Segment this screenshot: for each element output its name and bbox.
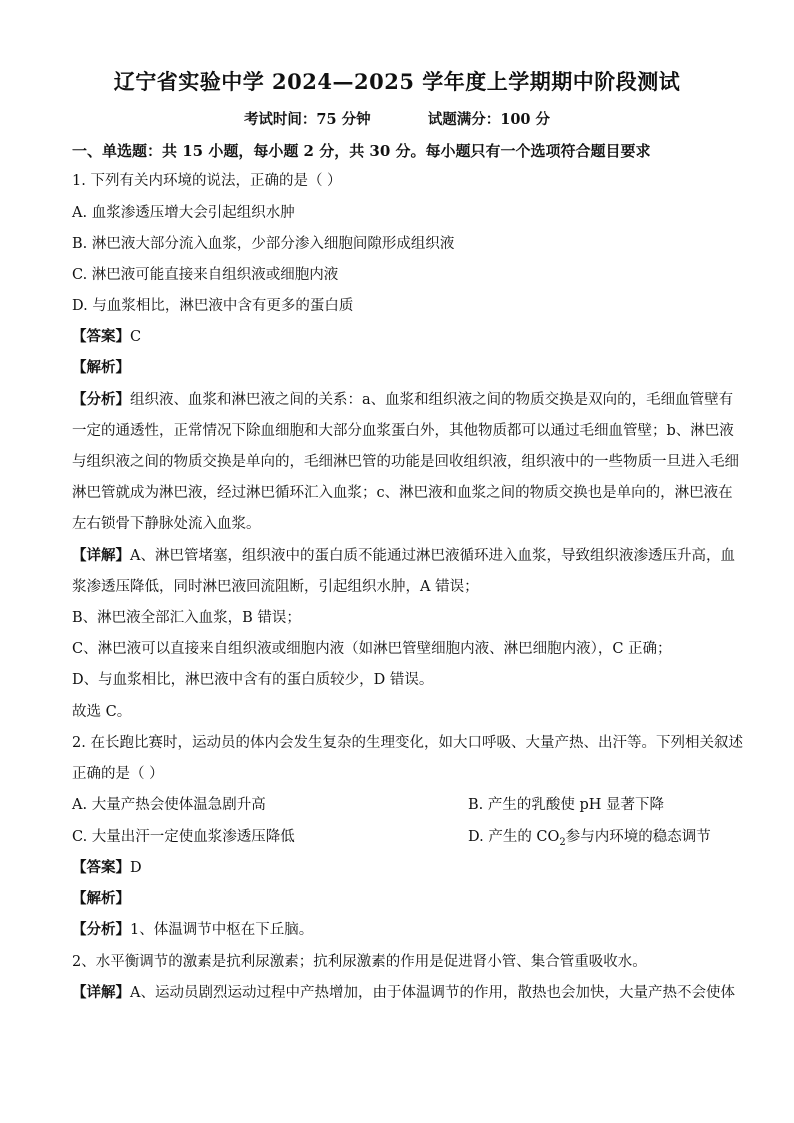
section-heading: 一、单选题：共 15 小题，每小题 2 分，共 30 分。每小题只有一个选项符合题目要求 [72, 142, 651, 160]
q2-option-row [72, 827, 732, 847]
q2-option-d-post: 参与内环境的稳态调节 [565, 829, 711, 845]
q2-detail-line [72, 983, 735, 1003]
analysis-text: 1、体温调节中枢在下丘脑。 [130, 922, 314, 938]
exam-time: 考试时间：75 分钟 [243, 111, 371, 128]
detail-tag: 【详解】 [72, 547, 130, 564]
q1-stem: 1. 下列有关内环境的说法，正确的是（ ） [72, 173, 342, 189]
q1-answer [72, 327, 732, 347]
q1-detail-line: 浆渗透压降低，同时淋巴液回流阻断，引起组织水肿，A 错误； [72, 579, 479, 595]
q1-option-d: D. 与血浆相比，淋巴液中含有更多的蛋白质 [72, 298, 354, 314]
q2-jiexi-tag: 【解析】 [72, 890, 130, 907]
q1-analysis-line: 左右锁骨下静脉处流入血浆。 [72, 516, 261, 532]
q2-option-d [468, 827, 711, 853]
q1-analysis-line: 与组织液之间的物质交换是单向的，毛细淋巴管的功能是回收组织液，组织液中的一些物质一旦进入毛细 [72, 454, 739, 470]
q2-option-d-sub: 2 [559, 836, 566, 848]
q1-analysis-line [72, 390, 732, 410]
q1-analysis-line: 淋巴管就成为淋巴液，经过淋巴循环汇入血浆；c、淋巴液和血浆之间的物质交换也是单向的，淋巴液在 [72, 485, 733, 501]
q1-detail-line [72, 546, 735, 566]
detail-text: A、淋巴管堵塞，组织液中的蛋白质不能通过淋巴液循环进入血浆，导致组织液渗透压升高，血 [130, 548, 735, 564]
q1-jiexi-tag: 【解析】 [72, 359, 130, 376]
q2-stem: 2. 在长跑比赛时，运动员的体内会发生复杂的生理变化，如大口呼吸、大量产热、出汗等。下列相关叙述 [72, 735, 743, 751]
detail-text: A、运动员剧烈运动过程中产热增加，由于体温调节的作用，散热也会加快，大量产热不会使体 [130, 985, 735, 1001]
q2-answer [72, 858, 732, 878]
answer-value: C [130, 329, 142, 345]
answer-value: D [130, 860, 142, 876]
q2-option-c: C. 大量出汗一定使血浆渗透压降低 [72, 829, 295, 845]
q1-detail-line: D、与血浆相比，淋巴液中含有的蛋白质较少，D 错误。 [72, 672, 434, 688]
exam-info [0, 108, 794, 129]
analysis-tag: 【分析】 [72, 391, 130, 408]
page-title: 辽宁省实验中学 2024—2025 学年度上学期期中阶段测试 [113, 69, 681, 94]
answer-tag: 【答案】 [72, 859, 130, 876]
q2-analysis-line: 2、水平衡调节的激素是抗利尿激素；抗利尿激素的作用是促进肾小管、集合管重吸收水。 [72, 954, 647, 970]
q2-analysis-line [72, 920, 732, 940]
q1-detail-line: C、淋巴液可以直接来自组织液或细胞内液（如淋巴管壁细胞内液、淋巴细胞内液），C 正确； [72, 641, 672, 657]
q2-option-a: A. 大量产热会使体温急剧升高 [72, 797, 266, 813]
q1-option-a: A. 血浆渗透压增大会引起组织水肿 [72, 205, 295, 221]
q1-option-b: B. 淋巴液大部分流入血浆，少部分渗入细胞间隙形成组织液 [72, 236, 455, 252]
q2-option-d-pre: D. 产生的 CO [468, 829, 560, 845]
exam-score: 试题满分：100 分 [427, 111, 551, 128]
answer-tag: 【答案】 [72, 328, 130, 345]
q1-detail-line: B、淋巴液全部汇入血浆，B 错误； [72, 610, 301, 626]
detail-tag: 【详解】 [72, 984, 130, 1001]
q1-analysis-line: 一定的通透性，正常情况下除血细胞和大部分血浆蛋白外，其他物质都可以通过毛细血管壁；b、淋巴液 [72, 423, 734, 439]
q1-option-c: C. 淋巴液可能直接来自组织液或细胞内液 [72, 267, 339, 283]
q2-option-row [72, 795, 732, 815]
q2-option-b: B. 产生的乳酸使 pH 显著下降 [468, 797, 665, 813]
q1-conclusion: 故选 C。 [72, 704, 132, 720]
analysis-text: 组织液、血浆和淋巴液之间的关系：a、血浆和组织液之间的物质交换是双向的，毛细血管壁有 [130, 392, 734, 408]
q2-stem: 正确的是（ ） [72, 766, 164, 782]
analysis-tag: 【分析】 [72, 921, 130, 938]
